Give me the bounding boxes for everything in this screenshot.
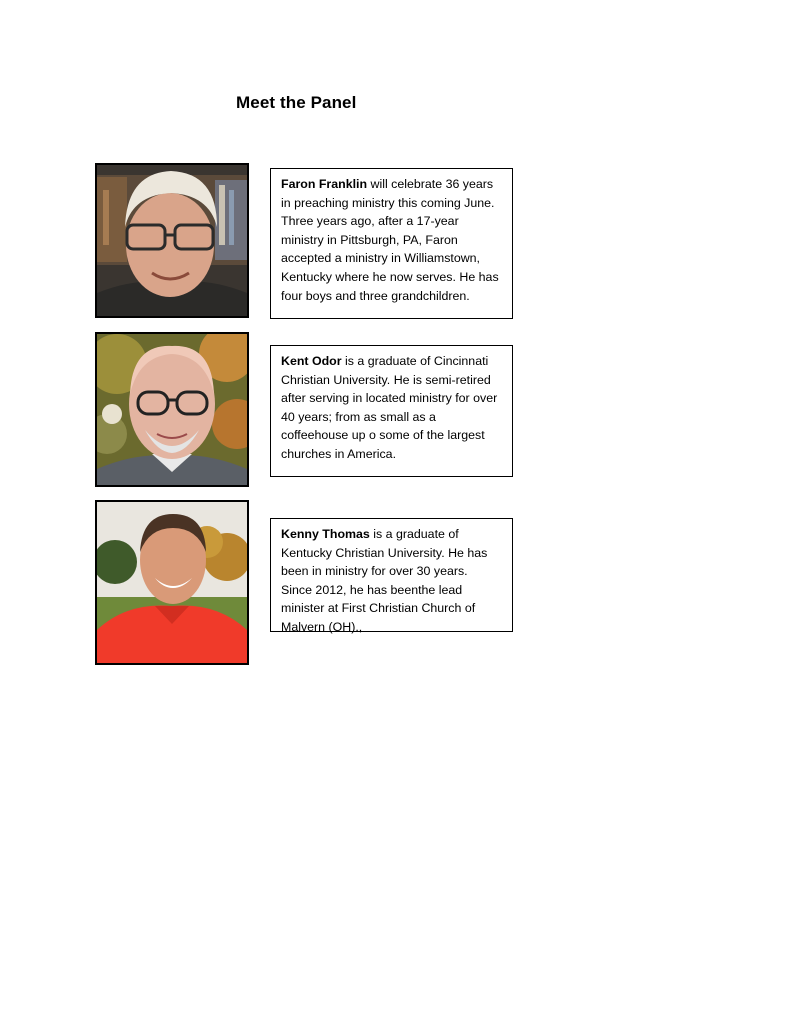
panelist-name: Kenny Thomas bbox=[281, 527, 370, 541]
panelist-photo-kent-odor bbox=[95, 332, 249, 487]
page-title: Meet the Panel bbox=[236, 93, 357, 112]
panelist-bio-text: is a graduate of Kentucky Christian University. He has been in ministry for over 30 years. Since 2012, he has beenthe lead minister at First Christian Church of Malvern (OH)., bbox=[281, 527, 488, 634]
panelist-photo-faron-franklin bbox=[95, 163, 249, 318]
panelist-name: Faron Franklin bbox=[281, 177, 368, 191]
panelist-photo-kenny-thomas bbox=[95, 500, 249, 665]
panelist-bio-kent-odor bbox=[270, 345, 513, 477]
panelist-bio-faron-franklin bbox=[270, 168, 513, 319]
panelist-bio-text: is a graduate of Cincinnati Christian University. He is semi-retired after serving in located ministry for over 40 years; from as small as a coffeehouse up o some of the largest churches in America. bbox=[281, 354, 498, 461]
panelist-bio-text: will celebrate 36 years in preaching ministry this coming June. Three years ago, after a 17-year ministry in Pittsburgh, PA, Faron accepted a ministry in Williamstown, Kentucky where he now serves. He has four boys and three grandchildren. bbox=[281, 177, 499, 303]
panelist-bio-kenny-thomas bbox=[270, 518, 513, 632]
panelist-name: Kent Odor bbox=[281, 354, 342, 368]
